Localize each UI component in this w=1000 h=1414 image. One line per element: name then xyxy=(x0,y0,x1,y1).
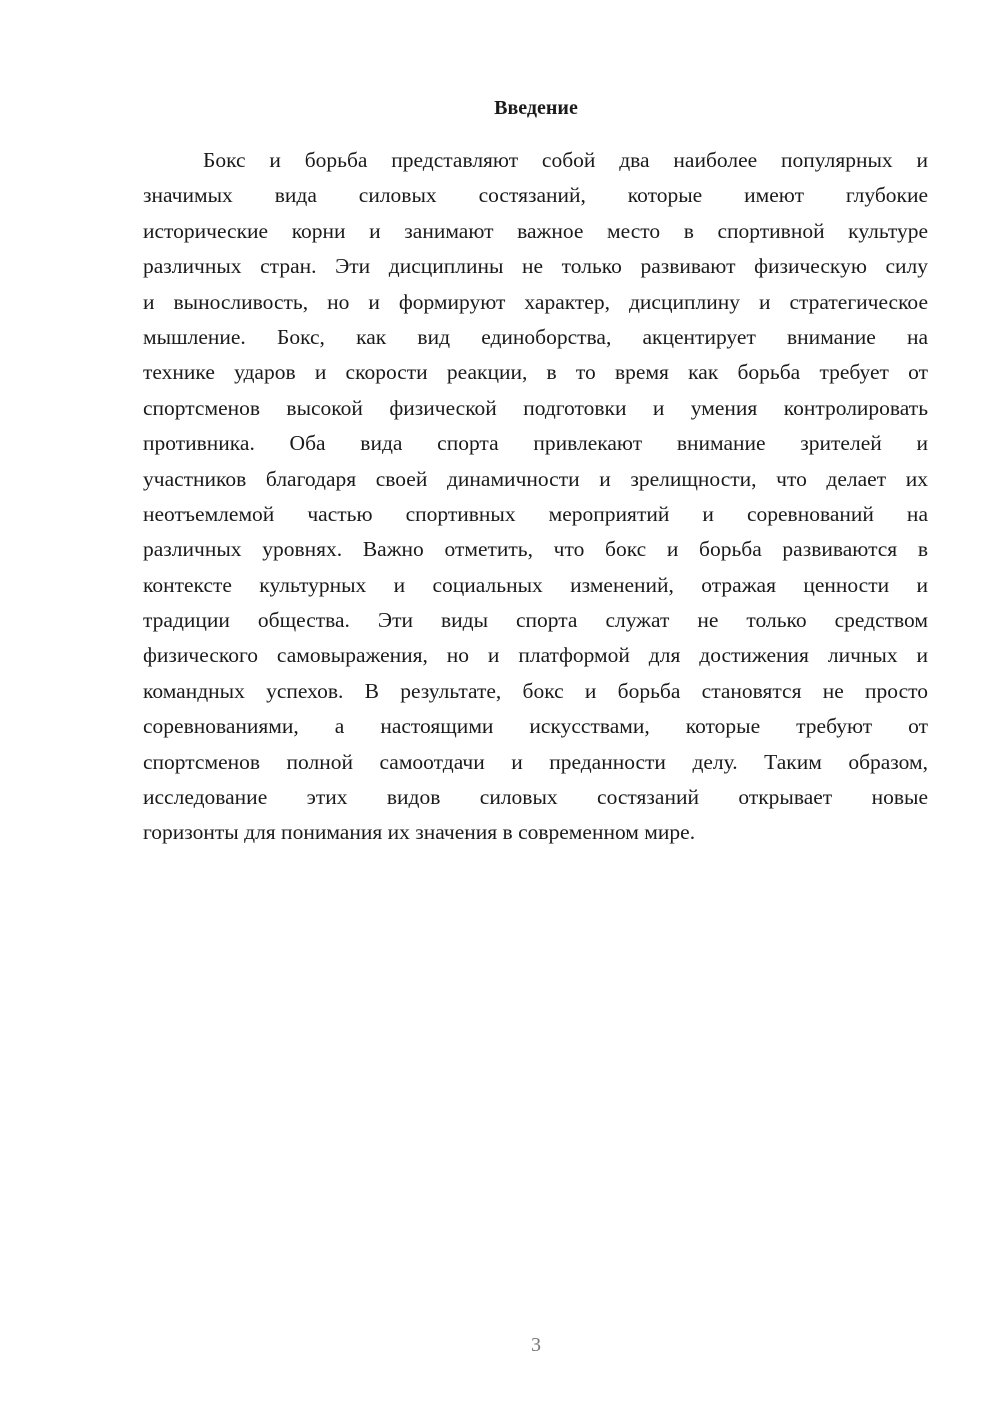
text-line: исторические корни и занимают важное место в спортивной культуре xyxy=(143,218,928,243)
text-line: различных уровнях. Важно отметить, что бокс и борьба развиваются в xyxy=(143,537,928,562)
text-line: соревнованиями, а настоящими искусствами, которые требуют от xyxy=(143,714,928,739)
text-line: традиции общества. Эти виды спорта служат не только средством xyxy=(143,608,928,633)
paragraph xyxy=(143,143,928,851)
text-line: неотъемлемой частью спортивных мероприятий и соревнований на xyxy=(143,501,928,526)
text-line: спортсменов высокой физической подготовки и умения контролировать xyxy=(143,395,928,420)
text-line: контексте культурных и социальных изменений, отражая ценности и xyxy=(143,572,928,597)
text-line: противника. Оба вида спорта привлекают внимание зрителей и xyxy=(143,431,928,456)
text-line: командных успехов. В результате, бокс и борьба становятся не просто xyxy=(143,678,928,703)
text-line: различных стран. Эти дисциплины не только развивают физическую силу xyxy=(143,254,928,279)
page-number: 3 xyxy=(531,1334,541,1356)
text-line: значимых вида силовых состязаний, которые имеют глубокие xyxy=(143,183,928,208)
text-line: физического самовыражения, но и платформой для достижения личных и xyxy=(143,643,928,668)
text-line: участников благодаря своей динамичности и зрелищности, что делает их xyxy=(143,466,928,491)
section-title: Введение xyxy=(494,97,578,119)
text-line: исследование этих видов силовых состязаний открывает новые xyxy=(143,785,928,810)
text-line: Бокс и борьба представляют собой два наиболее популярных и xyxy=(203,148,928,172)
text-line: мышление. Бокс, как вид единоборства, акцентирует внимание на xyxy=(143,324,928,349)
text-line: спортсменов полной самоотдачи и преданности делу. Таким образом, xyxy=(143,749,928,774)
text-line: технике ударов и скорости реакции, в то время как борьба требует от xyxy=(143,360,928,385)
text-line: и выносливость, но и формируют характер, дисциплину и стратегическое xyxy=(143,289,928,314)
text-line: горизонты для понимания их значения в современном мире. xyxy=(143,820,696,845)
